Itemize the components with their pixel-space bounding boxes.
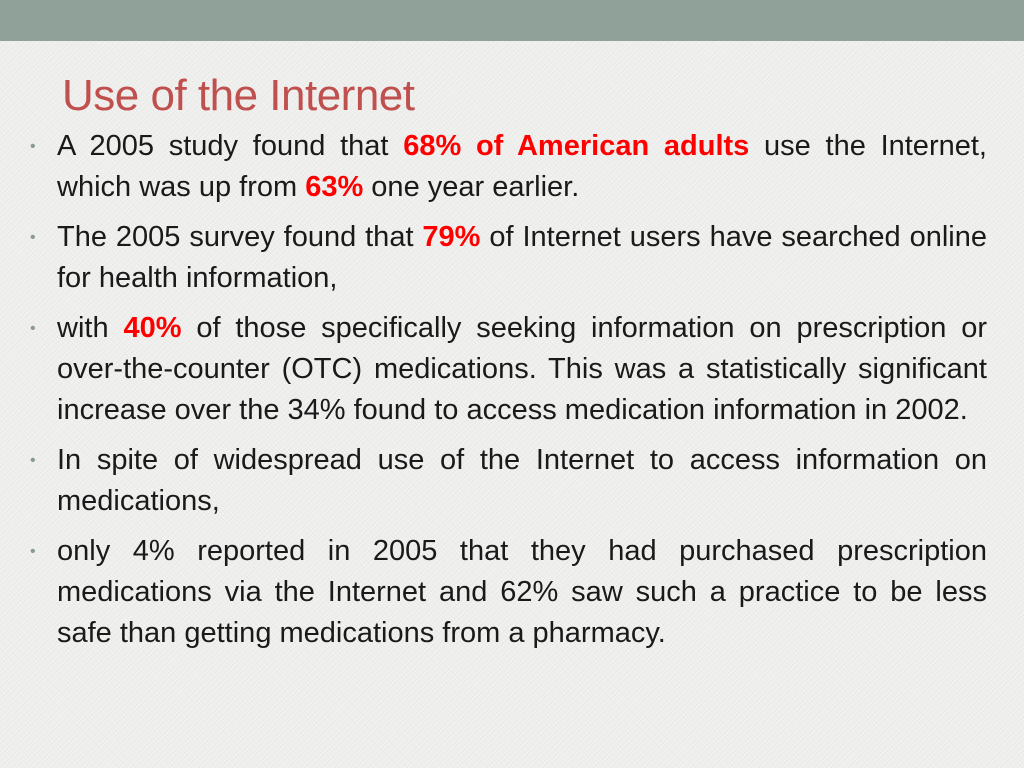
top-accent-band — [0, 0, 1024, 41]
bullet-text: with — [57, 312, 124, 344]
bullet-icon: • — [30, 543, 36, 560]
bullet-item-internet-use — [30, 126, 987, 208]
bullet-item-online-purchase — [30, 531, 987, 654]
bullet-icon: • — [30, 229, 36, 246]
bullet-item-medication-info — [30, 308, 987, 431]
highlight-stat: 68% of American adults — [403, 130, 750, 162]
slide-title: Use of the Internet — [62, 71, 415, 120]
highlight-stat: 79% — [422, 221, 481, 253]
bullet-item-widespread-use — [30, 440, 987, 522]
bullet-text: The 2005 survey found that — [57, 221, 423, 253]
bullet-text: only 4% reported in 2005 that they had purchased prescription medications via the Internet and 62% saw such a practice to be less safe than getting medications from a pharmacy. — [57, 535, 987, 649]
bullet-item-health-search — [30, 217, 987, 299]
bullet-text: one year earlier. — [363, 171, 580, 203]
bullet-icon: • — [30, 138, 36, 155]
bullet-text: In spite of widespread use of the Internet to access information on medications, — [57, 444, 987, 517]
bullet-text: A 2005 study found that — [57, 130, 404, 162]
highlight-stat: 63% — [305, 171, 364, 203]
bullet-text: of those specifically seeking information on prescription or over-the-counter (OTC) medications. This was a statistically significant increase over the 34% found to access medication information in 2002. — [57, 312, 987, 426]
bullet-list — [30, 126, 987, 663]
bullet-text: of Internet users have searched online for health information, — [57, 221, 987, 294]
bullet-text: use the Internet, which was up from — [57, 130, 987, 203]
bullet-icon: • — [30, 320, 36, 337]
highlight-stat: 40% — [123, 312, 182, 344]
bullet-icon: • — [30, 452, 36, 469]
